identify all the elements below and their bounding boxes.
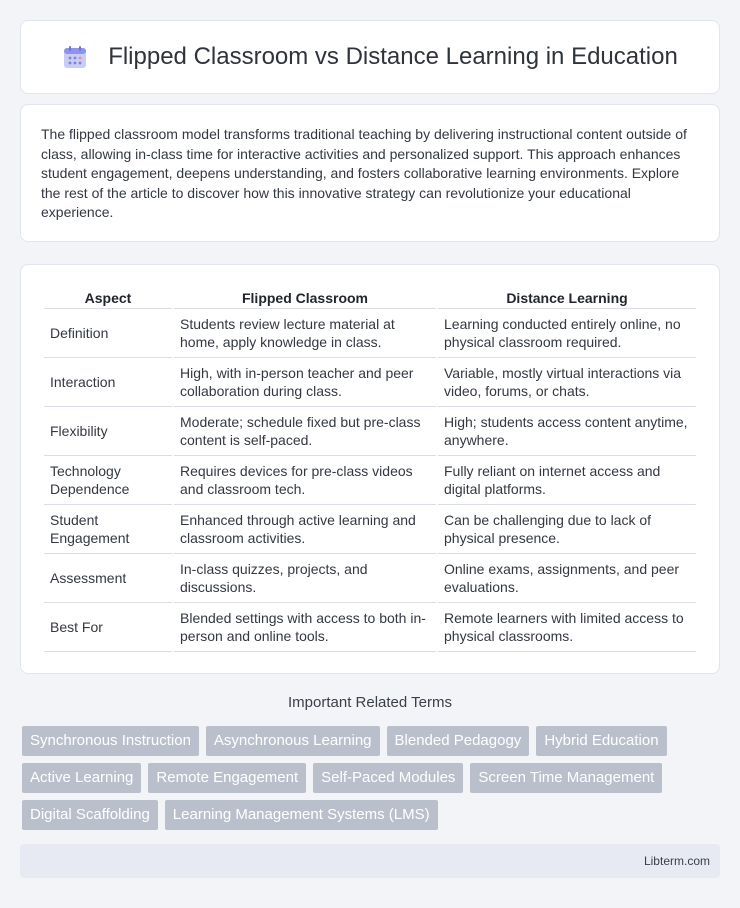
row-distance: Variable, mostly virtual interactions via video, forums, or chats. [438, 358, 696, 407]
row-distance: Online exams, assignments, and peer evaluations. [438, 554, 696, 603]
intro-card [20, 104, 720, 242]
row-aspect: Flexibility [44, 407, 172, 456]
row-aspect: Technology Dependence [44, 456, 172, 505]
related-term-tag[interactable]: Synchronous Instruction [22, 726, 199, 756]
row-aspect: Interaction [44, 358, 172, 407]
row-distance: High; students access content anytime, anywhere. [438, 407, 696, 456]
row-aspect: Best For [44, 603, 172, 652]
comparison-table-card [20, 264, 720, 674]
row-distance: Learning conducted entirely online, no physical classroom required. [438, 309, 696, 358]
table-row [44, 554, 696, 603]
row-distance: Fully reliant on internet access and digital platforms. [438, 456, 696, 505]
page-footer [20, 844, 720, 878]
row-distance: Remote learners with limited access to physical classrooms. [438, 603, 696, 652]
related-term-tag[interactable]: Remote Engagement [148, 763, 306, 793]
table-header-row [44, 283, 696, 309]
row-aspect: Assessment [44, 554, 172, 603]
row-aspect: Student Engagement [44, 505, 172, 554]
intro-text: The flipped classroom model transforms traditional teaching by delivering instructional content outside of class, allowing in-class time for interactive activities and personalized support. This approach enhances student engagement, deepens understanding, and fosters collaborative learning environments. Explore the rest of the article to discover how this innovative strategy can revolutionize your educational experience. [41, 126, 687, 220]
related-term-tag[interactable]: Screen Time Management [470, 763, 662, 793]
related-term-tag[interactable]: Learning Management Systems (LMS) [165, 800, 438, 830]
table-row [44, 603, 696, 652]
comparison-table [42, 283, 698, 652]
row-flipped: High, with in-person teacher and peer collaboration during class. [174, 358, 436, 407]
related-term-tag[interactable]: Blended Pedagogy [387, 726, 530, 756]
related-term-tag[interactable]: Digital Scaffolding [22, 800, 158, 830]
row-flipped: Moderate; schedule fixed but pre-class content is self-paced. [174, 407, 436, 456]
related-terms-title: Important Related Terms [288, 694, 452, 711]
page-header [20, 20, 720, 94]
table-row [44, 309, 696, 358]
table-row [44, 358, 696, 407]
calendar-grid-icon [62, 44, 88, 70]
row-flipped: Requires devices for pre-class videos and classroom tech. [174, 456, 436, 505]
row-flipped: Blended settings with access to both in-person and online tools. [174, 603, 436, 652]
row-distance: Can be challenging due to lack of physical presence. [438, 505, 696, 554]
column-header-aspect: Aspect [44, 283, 172, 309]
row-aspect: Definition [44, 309, 172, 358]
related-term-tag[interactable]: Asynchronous Learning [206, 726, 380, 756]
related-term-tag[interactable]: Self-Paced Modules [313, 763, 463, 793]
column-header-flipped: Flipped Classroom [174, 283, 436, 309]
related-term-tag[interactable]: Hybrid Education [536, 726, 666, 756]
table-row [44, 505, 696, 554]
table-row [44, 456, 696, 505]
page-title: Flipped Classroom vs Distance Learning in Education [108, 43, 678, 70]
row-flipped: Enhanced through active learning and classroom activities. [174, 505, 436, 554]
footer-brand-link[interactable]: Libterm.com [643, 854, 710, 868]
related-term-tag[interactable]: Active Learning [22, 763, 141, 793]
table-row [44, 407, 696, 456]
row-flipped: In-class quizzes, projects, and discussions. [174, 554, 436, 603]
related-terms-list [22, 726, 722, 830]
row-flipped: Students review lecture material at home, apply knowledge in class. [174, 309, 436, 358]
column-header-distance: Distance Learning [438, 283, 696, 309]
